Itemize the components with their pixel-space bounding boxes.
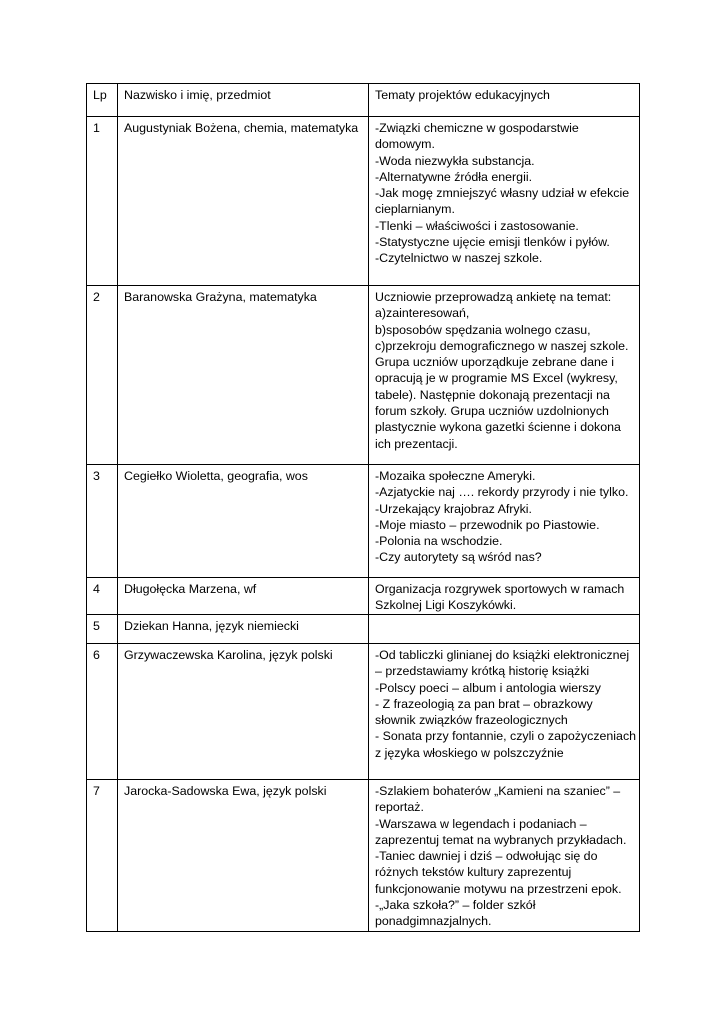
row-number: 4: [87, 578, 118, 615]
topic-line: Szkolnej Ligi Koszykówki.: [375, 598, 517, 613]
table-header-row: [87, 84, 640, 117]
row-name-subject: Augustyniak Bożena, chemia, matematyka: [118, 117, 369, 286]
topic-line: -Związki chemiczne w gospodarstwie: [375, 121, 579, 135]
row-topics: [369, 578, 640, 615]
table-row: [87, 286, 640, 465]
topic-line: -Czy autorytety są wśród nas?: [375, 550, 542, 565]
topic-line: różnych tekstów kultury zaprezentuj: [375, 865, 572, 880]
topic-line: -Warszawa w legendach i podaniach –: [375, 816, 587, 831]
row-topics: [369, 286, 640, 465]
row-name-subject: Cegiełko Wioletta, geografia, wos: [118, 465, 369, 578]
topic-line: b)sposobów spędzania wolnego czasu,: [375, 322, 591, 337]
row-number: 3: [87, 465, 118, 578]
topic-line: słownik związków frazeologicznych: [375, 713, 568, 728]
topic-line: -Azjatyckie naj …. rekordy przyrody i nie tylko.: [375, 485, 629, 500]
topic-line: -Tlenki – właściwości i zastosowanie.: [375, 218, 579, 233]
row-name-subject: Długołęcka Marzena, wf: [118, 578, 369, 615]
topic-line: Organizacja rozgrywek sportowych w ramach: [375, 582, 625, 596]
topic-line: - Sonata przy fontannie, czyli o zapożyczeniach: [375, 729, 637, 744]
topic-line: forum szkoły. Grupa uczniów uzdolnionych: [375, 404, 609, 419]
topic-line: -Moje miasto – przewodnik po Piastowie.: [375, 517, 600, 532]
topic-line: reportaż.: [375, 800, 424, 815]
topic-line: -„Jaka szkoła?” – folder szkół: [375, 898, 536, 913]
row-number: 2: [87, 286, 118, 465]
row-number: 7: [87, 780, 118, 932]
topic-line: ich prezentacji.: [375, 436, 458, 451]
row-name-subject: Baranowska Grażyna, matematyka: [118, 286, 369, 465]
topic-line: tabele). Następnie dokonają prezentacji na: [375, 387, 610, 402]
projects-table: [86, 83, 640, 932]
topic-line: -Mozaika społeczne Ameryki.: [375, 469, 536, 483]
topic-line: cieplarnianym.: [375, 202, 455, 217]
topic-line: c)przekroju demograficznego w naszej szkole.: [375, 338, 629, 353]
topic-line: -Polonia na wschodzie.: [375, 534, 503, 549]
topic-line: -Statystyczne ujęcie emisji tlenków i pyłów.: [375, 235, 610, 250]
topic-line: a)zainteresowań,: [375, 306, 470, 321]
topic-line: -Urzekający krajobraz Afryki.: [375, 501, 532, 516]
topic-line: -Jak mogę zmniejszyć własny udział w efekcie: [375, 186, 630, 201]
row-name-subject: Dziekan Hanna, język niemiecki: [118, 615, 369, 644]
topic-line: ponadgimnazjalnych.: [375, 914, 492, 929]
table-row: [87, 780, 640, 932]
row-number: 5: [87, 615, 118, 644]
row-topics: [369, 780, 640, 932]
table-row: [87, 615, 640, 644]
topic-line: -Taniec dawniej i dziś – odwołując się do: [375, 849, 598, 864]
table-row: [87, 644, 640, 780]
topic-line: -Woda niezwykła substancja.: [375, 153, 535, 168]
table-row: [87, 117, 640, 286]
row-name-subject: Jarocka-Sadowska Ewa, język polski: [118, 780, 369, 932]
row-topics: [369, 117, 640, 286]
header-topics: Tematy projektów edukacyjnych: [369, 84, 640, 117]
row-name-subject: Grzywaczewska Karolina, język polski: [118, 644, 369, 780]
topic-line: - Z frazeologią za pan brat – obrazkowy: [375, 696, 593, 711]
topic-line: Grupa uczniów uporządkuje zebrane dane i: [375, 355, 615, 370]
row-number: 6: [87, 644, 118, 780]
row-topics: [369, 615, 640, 644]
topic-line: -Szlakiem bohaterów „Kamieni na szaniec” –: [375, 784, 621, 798]
topic-line: -Alternatywne źródła energii.: [375, 169, 533, 184]
topic-line: -Od tabliczki glinianej do książki elektronicznej: [375, 648, 630, 662]
row-number: 1: [87, 117, 118, 286]
header-name-subject: Nazwisko i imię, przedmiot: [118, 84, 369, 117]
topic-line: opracują je w programie MS Excel (wykresy,: [375, 371, 618, 386]
topic-line: z języka włoskiego w polszczyźnie: [375, 745, 564, 760]
topic-line: – przedstawiamy krótką historię książki: [375, 664, 590, 679]
row-topics: [369, 644, 640, 780]
topic-line: zaprezentuj temat na wybranych przykładach.: [375, 832, 627, 847]
topic-line: Uczniowie przeprowadzą ankietę na temat:: [375, 290, 612, 304]
topic-line: plastycznie wykona gazetki ścienne i dokona: [375, 420, 621, 435]
table-row: [87, 465, 640, 578]
topic-line: funkcjonowanie motywu na przestrzeni epok.: [375, 881, 622, 896]
topic-line: -Polscy poeci – album i antologia wierszy: [375, 680, 601, 695]
topic-line: domowym.: [375, 137, 435, 152]
row-topics: [369, 465, 640, 578]
header-lp: Lp: [87, 84, 118, 117]
table-row: [87, 578, 640, 615]
topic-line: -Czytelnictwo w naszej szkole.: [375, 251, 543, 266]
